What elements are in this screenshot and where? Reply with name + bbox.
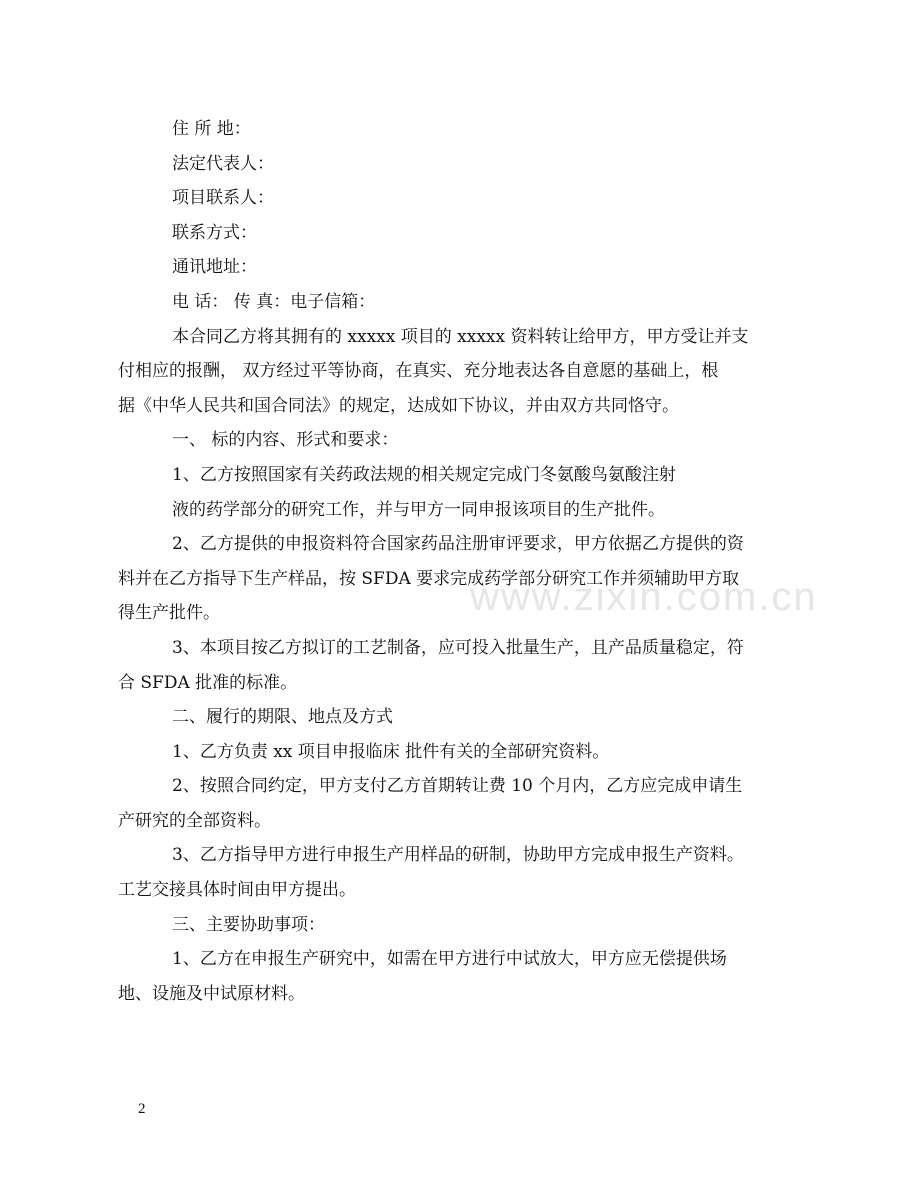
paragraph-line: 2、按照合同约定，甲方支付乙方首期转让费 10 个月内，乙方应完成申请生 xyxy=(172,776,743,797)
paragraph-line: 本合同乙方将其拥有的 xxxxx 项目的 xxxxx 资料转让给甲方，甲方受让并支 xyxy=(172,326,749,347)
paragraph-line: 2、乙方提供的申报资料符合国家药品注册审评要求，甲方依据乙方提供的资 xyxy=(172,534,744,555)
contract-body xyxy=(118,112,782,1011)
mailing-address-line: 通讯地址： xyxy=(172,257,257,278)
paragraph-line: 得生产批件。 xyxy=(118,603,220,624)
paragraph-line: 液的药学部分的研究工作，并与甲方一同申报该项目的生产批件。 xyxy=(172,499,665,520)
page-number: 2 xyxy=(138,1101,146,1117)
paragraph-line: 产研究的全部资料。 xyxy=(118,810,271,831)
section-heading: 二、履行的期限、地点及方式 xyxy=(172,707,393,728)
paragraph-line: 付相应的报酬， 双方经过平等协商，在真实、充分地表达各自意愿的基础上，根 xyxy=(118,361,719,382)
paragraph-line: 料并在乙方指导下生产样品，按 SFDA 要求完成药学部分研究工作并须辅助甲方取 xyxy=(118,568,740,589)
paragraph-line: 地、设施及中试原材料。 xyxy=(118,983,305,1004)
paragraph-line: 合 SFDA 批准的标准。 xyxy=(118,672,298,693)
section-heading: 三、主要协助事项： xyxy=(172,914,325,935)
paragraph-line: 1、乙方负责 xx 项目申报临床 批件有关的全部研究资料。 xyxy=(172,741,610,762)
paragraph-line: 3、本项目按乙方拟订的工艺制备，应可投入批量生产，且产品质量稳定，符 xyxy=(172,637,744,658)
legal-representative-line: 法定代表人： xyxy=(172,153,274,174)
paragraph-line: 3、乙方指导甲方进行申报生产用样品的研制，协助甲方完成申报生产资料。 xyxy=(172,845,744,866)
contact-method-line: 联系方式： xyxy=(172,222,257,243)
paragraph-line: 据《中华人民共和国合同法》的规定，达成如下协议，并由双方共同恪守。 xyxy=(118,395,679,416)
paragraph-line: 1、乙方按照国家有关药政法规的相关规定完成门冬氨酸鸟氨酸注射 xyxy=(172,464,676,485)
project-contact-line: 项目联系人： xyxy=(172,188,274,209)
section-heading: 一、 标的内容、形式和要求： xyxy=(172,430,399,451)
address-line: 住 所 地： xyxy=(172,119,251,139)
watermark: www.zixin.com.cn xyxy=(470,575,818,619)
paragraph-line: 工艺交接具体时间由甲方提出。 xyxy=(118,880,356,901)
paragraph-line: 1、乙方在申报生产研究中，如需在甲方进行中试放大，甲方应无偿提供场 xyxy=(172,949,727,970)
phone-fax-email-line: 电 话： 传 真：电子信箱： xyxy=(172,291,376,312)
